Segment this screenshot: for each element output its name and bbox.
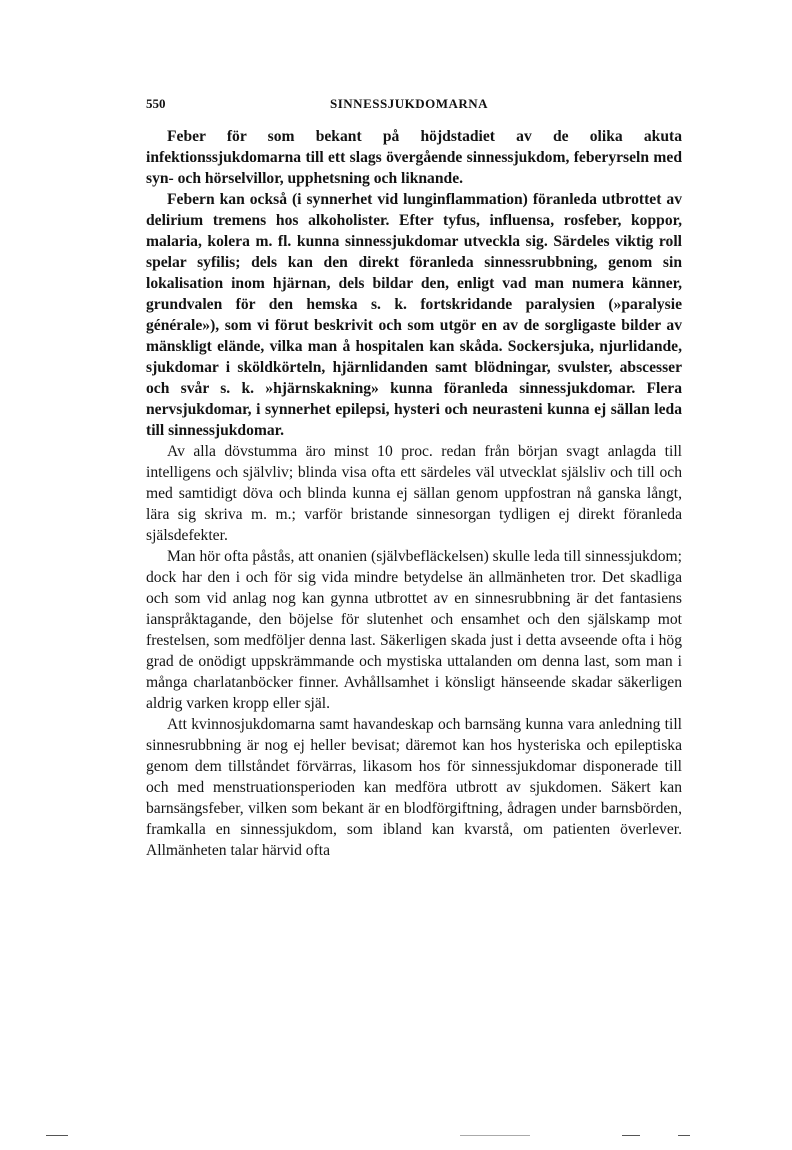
- running-head: SINNESSJUKDOMARNA: [330, 96, 489, 111]
- paragraph: Man hör ofta påstås, att onanien (självbefläckelsen) skulle leda till sinnessjukdom; dock har den i och för sig vida mindre betydelse än allmänheten tror. Det skadliga och som vid anlag nog kan gynna utbrottet av en sinnesrubbning är det fantasiens ianspråktagande, den böjelse för slutenhet och ensamhet och den själskamp mot frestelsen, som medföljer denna last. Säkerligen skada just i detta avseende ofta i hög grad de onödigt uppskrämmande och mystiska uttalanden om denna last, som man i många charlatanböcker finner. Avhållsamhet i könsligt hänseende skadar säkerligen aldrig varken kropp eller själ.: [146, 548, 682, 712]
- scan-mark: [46, 1135, 68, 1136]
- paragraph: Av alla dövstumma äro minst 10 proc. redan från början svagt anlagda till intelligens och självliv; blinda visa ofta ett särdeles väl utvecklat själsliv och till och med samtidigt döva och blinda kunna ej sällan genom uppfostran nå ganska långt, lära sig skriva m. m.; varför bristande sinnesorgan tydligen ej direkt föranleda själsdefekter.: [146, 443, 682, 544]
- scan-mark: [460, 1135, 530, 1136]
- scan-edge-marks: [0, 1135, 792, 1145]
- paragraph: Att kvinnosjukdomarna samt havandeskap och barnsäng kunna vara anledning till sinnesrubbning är nog ej heller bevisat; däremot kan hos hysteriska och epileptiska genom dem tillståndet förvärras, likasom hos för sinnessjukdomar disponerade till och med menstruationsperioden kan medföra utbrott av sjukdomen. Säkert kan barnsängsfeber, vilken som bekant är en blodförgiftning, ådragen under barnsbörden, framkalla en sinnessjukdom, som ibland kan kvarstå, om patienten överlever. Allmänheten talar härvid ofta: [146, 716, 682, 859]
- scan-mark: [622, 1135, 640, 1136]
- page-header: [146, 96, 682, 116]
- page-number: 550: [146, 96, 166, 111]
- body-text: [146, 126, 682, 861]
- paragraph: Febern kan också (i synnerhet vid lunginflammation) föranleda utbrottet av delirium tremens hos alkoholister. Efter tyfus, influensa, rosfeber, koppor, malaria, kolera m. fl. kunna sinnessjukdomar utveckla sig. Särdeles viktig roll spelar syfilis; dels kan den direkt föranleda sinnessrubbning, genom sin lokalisation inom hjärnan, dels bildar den, enligt vad man numera känner, grundvalen för den hemska s. k. fortskridande paralysien (»paralysie générale»), som vi förut beskrivit och som utgör en av de sorgligaste bilder av mänskligt elände, vilka man å hospitalen kan skåda. Sockersjuka, njurlidande, sjukdomar i sköldkörteln, hjärnlidanden samt blödningar, svulster, abscesser och svår s. k. »hjärnskakning» kunna föranleda sinnessjukdomar. Flera nervsjukdomar, i synnerhet epilepsi, hysteri och neurasteni kunna ej sällan leda till sinnessjukdomar.: [146, 191, 682, 439]
- scan-mark: [678, 1135, 690, 1136]
- paragraph: Feber för som bekant på höjdstadiet av de olika akuta infektionssjukdomarna till ett slags övergående sinnessjukdom, feberyrseln med syn- och hörselvillor, upphetsning och liknande.: [146, 128, 682, 187]
